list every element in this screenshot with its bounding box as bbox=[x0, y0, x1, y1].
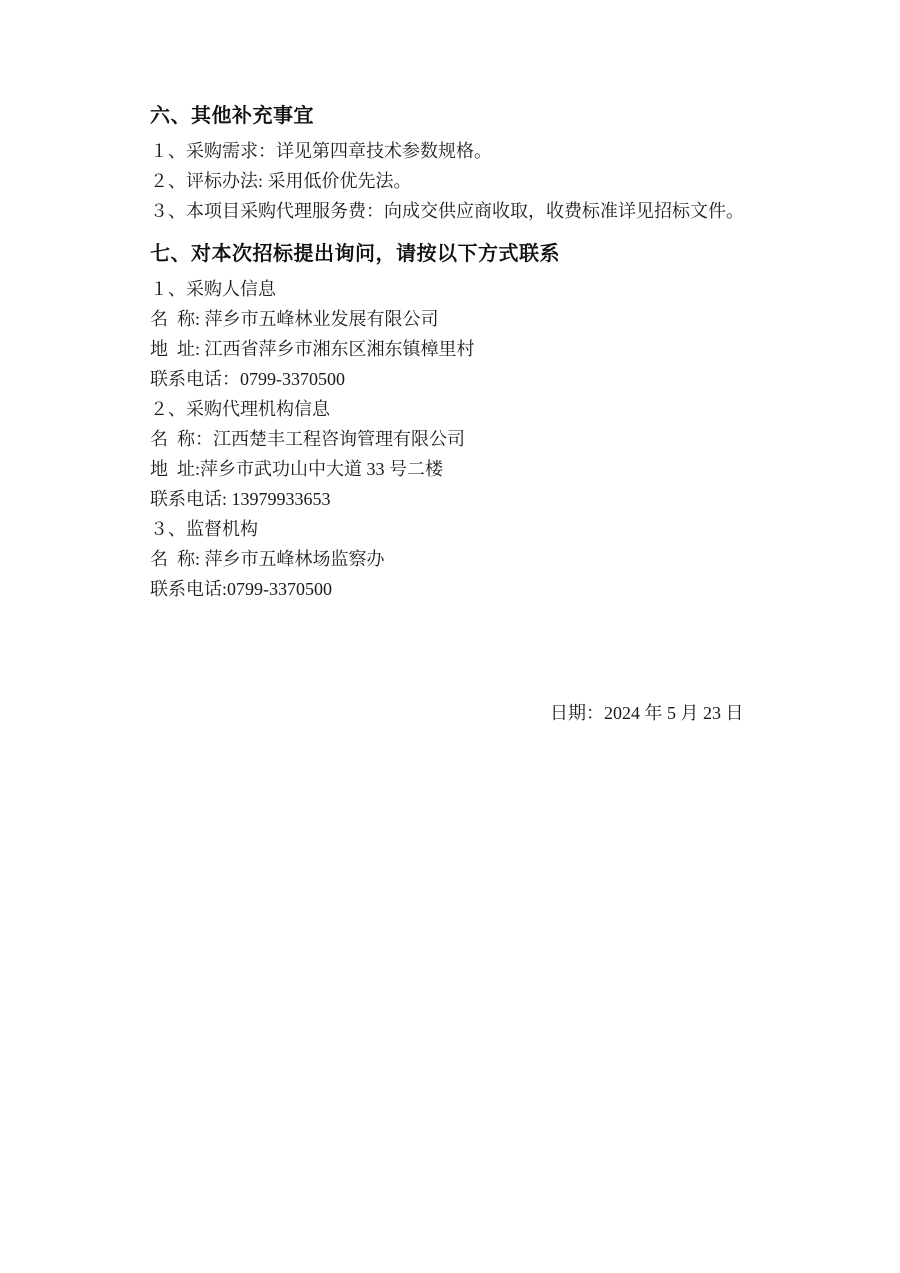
purchaser-address: 地 址: 江西省萍乡市湘东区湘东镇樟里村 bbox=[150, 339, 475, 359]
section-heading-seven: 七、对本次招标提出询问，请按以下方式联系 bbox=[150, 243, 560, 265]
supervisor-phone: 联系电话:0799-3370500 bbox=[150, 579, 332, 599]
agency-phone: 联系电话: 13979933653 bbox=[150, 489, 331, 509]
agency-address: 地 址:萍乡市武功山中大道 33 号二楼 bbox=[150, 459, 443, 479]
agency-info-title: ２、采购代理机构信息 bbox=[150, 399, 330, 419]
purchaser-name: 名 称: 萍乡市五峰林业发展有限公司 bbox=[150, 309, 439, 329]
purchaser-info-title: １、采购人信息 bbox=[150, 279, 276, 299]
section-six-line-1: １、采购需求：详见第四章技术参数规格。 bbox=[150, 141, 492, 161]
section-six-line-3: ３、本项目采购代理服务费：向成交供应商收取，收费标准详见招标文件。 bbox=[150, 201, 744, 221]
supervisor-info-title: ３、监督机构 bbox=[150, 519, 258, 539]
document-date: 日期：2024 年 5 月 23 日 bbox=[550, 703, 744, 723]
purchaser-phone: 联系电话：0799-3370500 bbox=[150, 369, 345, 389]
agency-name: 名 称：江西楚丰工程咨询管理有限公司 bbox=[150, 429, 465, 449]
section-heading-six: 六、其他补充事宜 bbox=[150, 105, 314, 127]
section-six-line-2: ２、评标办法: 采用低价优先法。 bbox=[150, 171, 412, 191]
supervisor-name: 名 称: 萍乡市五峰林场监察办 bbox=[150, 549, 385, 569]
